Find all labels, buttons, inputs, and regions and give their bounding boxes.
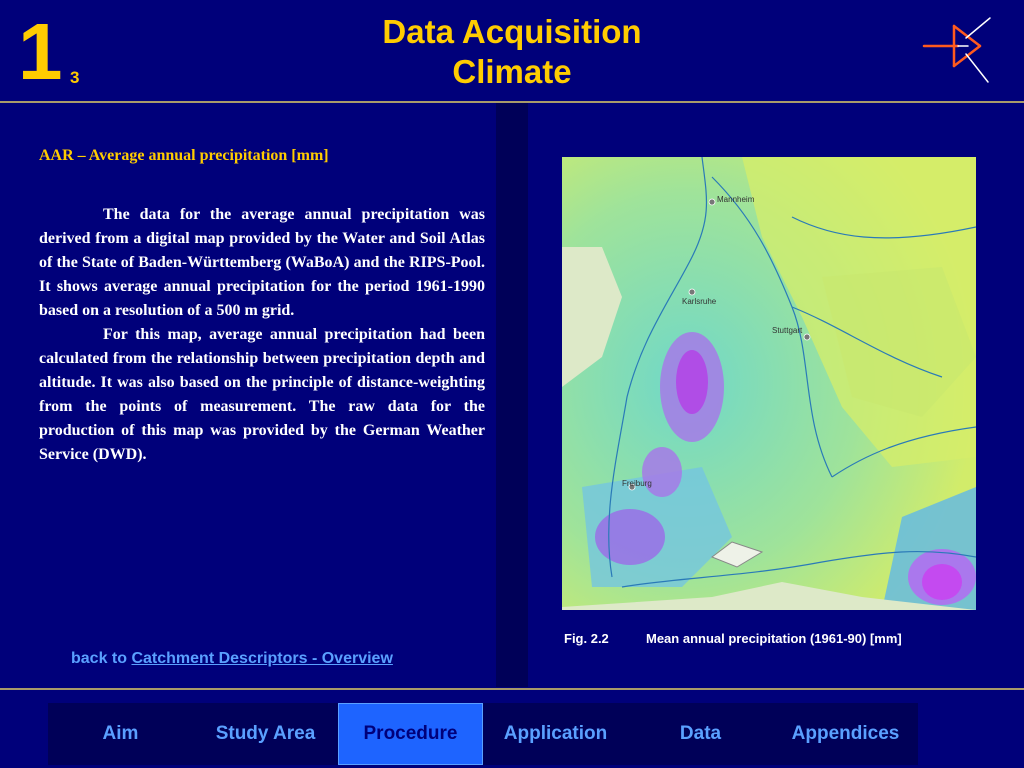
panel-divider: [496, 103, 528, 687]
paragraph-2: For this map, average annual precipitation had been calculated from the relationship between precipitation depth and altitude. It was also based on the principle of distance-weighting from the points of measurement. The raw data for the production of this map was provided by the German Weather Service (DWD).: [39, 326, 485, 463]
city-label-stuttgart: Stuttgart: [772, 326, 803, 335]
back-link[interactable]: Catchment Descriptors - Overview: [131, 650, 393, 667]
nav-item-study-area[interactable]: Study Area: [215, 723, 316, 744]
city-label-karlsruhe: Karlsruhe: [682, 297, 717, 306]
logo-arrows-icon[interactable]: [918, 14, 998, 86]
back-link-row: [71, 650, 393, 668]
title-line-1: Data Acquisition: [382, 13, 642, 50]
slide-subnumber: 3: [70, 68, 80, 87]
nav-item-procedure[interactable]: Procedure: [338, 703, 483, 765]
slide-number: 1: [18, 7, 63, 96]
figure-caption-text: Mean annual precipitation (1961-90) [mm]: [646, 631, 902, 646]
nav-item-appendices[interactable]: Appendices: [791, 723, 900, 744]
nav-item-aim[interactable]: Aim: [102, 723, 139, 744]
nav-item-data[interactable]: Data: [679, 723, 722, 744]
precipitation-map: [562, 157, 976, 610]
paragraph-1: The data for the average annual precipitation was derived from a digital map provided by the Water and Soil Atlas of the State of Baden-Württemberg (WaBoA) and the RIPS-Pool. It shows average annual precipitation for the period 1961-1990 based on a resolution of a 500 m grid.: [39, 206, 485, 319]
city-label-freiburg: Freiburg: [622, 479, 652, 488]
bottom-nav: [48, 703, 918, 765]
title-line-2: Climate: [452, 53, 572, 90]
figure-caption: [564, 631, 902, 646]
back-prefix: back to: [71, 650, 132, 667]
figure-number: Fig. 2.2: [564, 631, 609, 646]
city-label-mannheim: Mannheim: [717, 195, 755, 204]
nav-item-application[interactable]: Application: [503, 723, 608, 744]
page-title: [0, 12, 1024, 92]
section-heading: AAR – Average annual precipitation [mm]: [39, 147, 329, 164]
description-text: [39, 203, 485, 467]
